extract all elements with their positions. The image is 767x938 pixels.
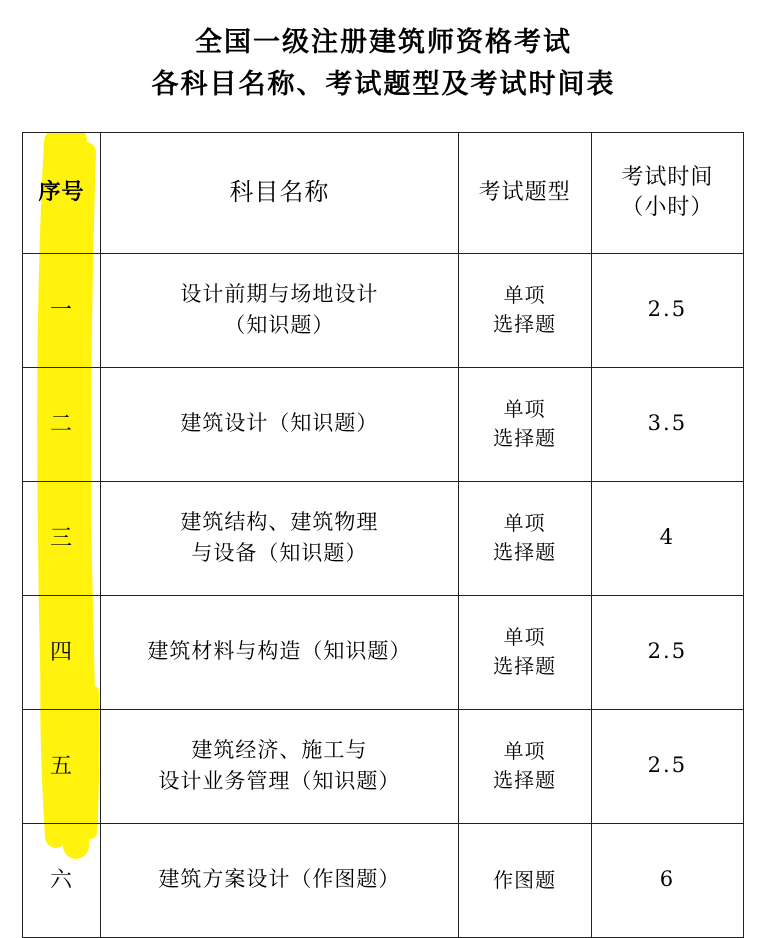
row-number: 一 xyxy=(23,253,101,367)
header-cell-no: 序号 xyxy=(23,132,101,253)
type-line-1: 单项 xyxy=(503,283,546,308)
type-line-1: 单项 xyxy=(503,625,546,650)
header-cell-name: 科目名称 xyxy=(101,132,458,253)
row-hours: 2.5 xyxy=(591,253,743,367)
row-subject xyxy=(101,481,458,595)
document-title xyxy=(0,0,767,106)
subject-line-1: 建筑方案设计（作图题） xyxy=(158,867,401,892)
header-cell-time xyxy=(591,132,743,253)
table-row xyxy=(23,709,744,823)
table-header xyxy=(23,132,744,253)
row-subject xyxy=(101,253,458,367)
row-question-type xyxy=(458,481,591,595)
type-line-1: 单项 xyxy=(503,397,546,422)
row-hours: 4 xyxy=(591,481,743,595)
title-line-2: 各科目名称、考试题型及考试时间表 xyxy=(151,68,616,100)
subject-line-1: 建筑结构、建筑物理 xyxy=(180,509,379,534)
subject-line-1: 建筑设计（知识题） xyxy=(180,411,379,436)
row-question-type xyxy=(458,253,591,367)
type-line-2: 选择题 xyxy=(493,540,557,565)
exam-schedule-table xyxy=(22,132,744,938)
table-row xyxy=(23,823,744,937)
type-line-2: 选择题 xyxy=(493,654,557,679)
subject-line-1: 建筑经济、施工与 xyxy=(191,737,368,762)
table-body xyxy=(23,253,744,937)
row-hours: 3.5 xyxy=(591,367,743,481)
type-line-1: 单项 xyxy=(503,739,546,764)
subject-line-2: 设计业务管理（知识题） xyxy=(158,769,401,794)
table-row xyxy=(23,367,744,481)
type-line-2: 选择题 xyxy=(493,312,557,337)
row-subject xyxy=(101,595,458,709)
row-subject xyxy=(101,709,458,823)
row-hours: 2.5 xyxy=(591,709,743,823)
row-number: 四 xyxy=(23,595,101,709)
row-hours: 2.5 xyxy=(591,595,743,709)
row-question-type xyxy=(458,823,591,937)
row-number: 六 xyxy=(23,823,101,937)
type-line-1: 单项 xyxy=(503,511,546,536)
row-question-type xyxy=(458,367,591,481)
row-number: 五 xyxy=(23,709,101,823)
row-number: 三 xyxy=(23,481,101,595)
subject-line-2: 与设备（知识题） xyxy=(191,541,368,566)
table-row xyxy=(23,595,744,709)
header-time-line-2: （小时） xyxy=(621,194,714,220)
exam-table-container xyxy=(22,132,745,938)
type-line-2: 选择题 xyxy=(493,768,557,793)
subject-line-1: 建筑材料与构造（知识题） xyxy=(147,639,412,664)
row-question-type xyxy=(458,595,591,709)
row-subject xyxy=(101,823,458,937)
type-line-2: 选择题 xyxy=(493,426,557,451)
header-cell-type: 考试题型 xyxy=(458,132,591,253)
row-number: 二 xyxy=(23,367,101,481)
row-question-type xyxy=(458,709,591,823)
title-line-1: 全国一级注册建筑师资格考试 xyxy=(195,27,572,58)
header-time-line-1: 考试时间 xyxy=(621,165,714,190)
table-row xyxy=(23,253,744,367)
table-row xyxy=(23,481,744,595)
row-hours: 6 xyxy=(591,823,743,937)
subject-line-2: （知识题） xyxy=(224,313,335,338)
type-line-1: 作图题 xyxy=(493,867,557,892)
row-subject xyxy=(101,367,458,481)
table-header-row xyxy=(23,132,744,253)
subject-line-1: 设计前期与场地设计 xyxy=(180,281,379,306)
